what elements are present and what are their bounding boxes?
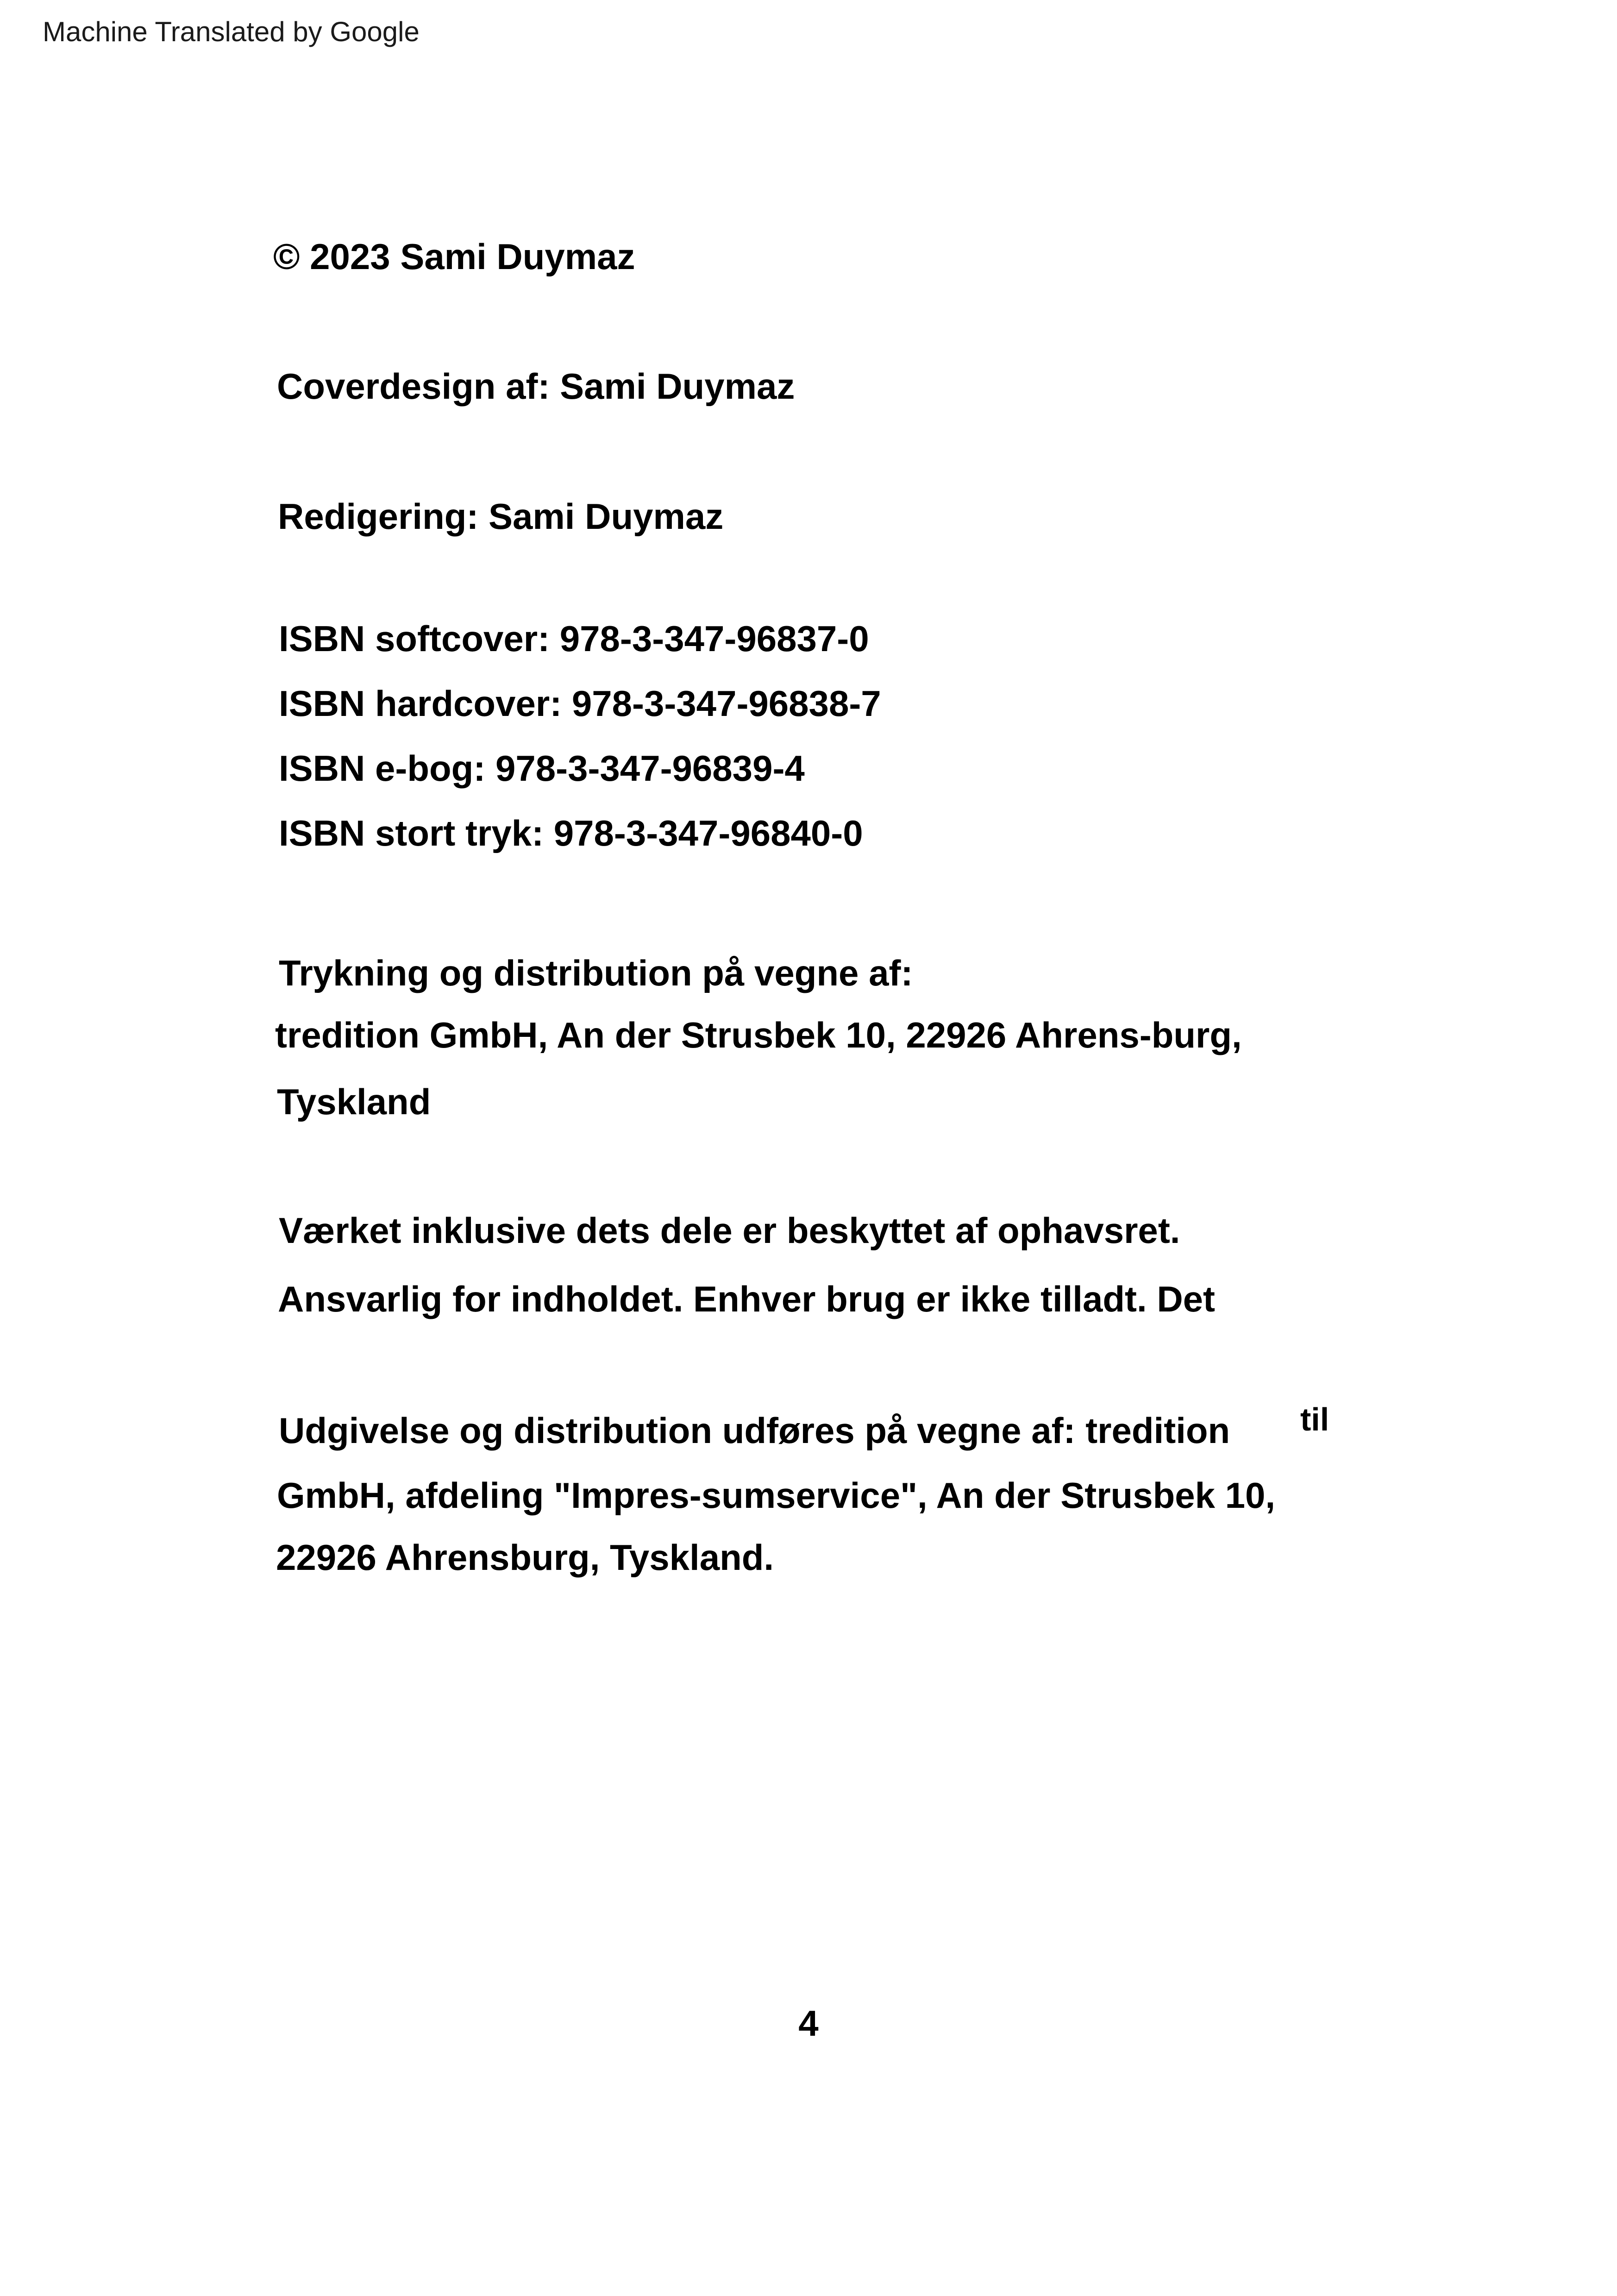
printing-address-line1: tredition GmbH, An der Strusbek 10, 22926 Ahrens-burg, bbox=[275, 1015, 1242, 1055]
copyright-line: © 2023 Sami Duymaz bbox=[273, 236, 635, 277]
rights-line1: Værket inklusive dets dele er beskyttet af ophavsret. bbox=[279, 1210, 1180, 1251]
isbn-large-print: ISBN stort tryk: 978-3-347-96840-0 bbox=[279, 813, 863, 853]
printing-heading: Trykning og distribution på vegne af: bbox=[279, 953, 913, 993]
publication-line2: GmbH, afdeling "Impres-sumservice", An der Strusbek 10, bbox=[277, 1475, 1276, 1516]
publication-line3: 22926 Ahrensburg, Tyskland. bbox=[276, 1537, 774, 1578]
page-number: 4 bbox=[798, 2003, 819, 2044]
cover-design-line: Coverdesign af: Sami Duymaz bbox=[277, 366, 795, 407]
editing-line: Redigering: Sami Duymaz bbox=[278, 496, 724, 537]
publication-line1: Udgivelse og distribution udføres på vegne af: tredition bbox=[279, 1410, 1230, 1451]
machine-translation-banner: Machine Translated by Google bbox=[43, 16, 420, 47]
isbn-softcover: ISBN softcover: 978-3-347-96837-0 bbox=[279, 618, 869, 659]
isbn-ebook: ISBN e-bog: 978-3-347-96839-4 bbox=[279, 748, 805, 789]
isbn-hardcover: ISBN hardcover: 978-3-347-96838-7 bbox=[279, 683, 881, 724]
rights-line2: Ansvarlig for indholdet. Enhver brug er ikke tilladt. Det bbox=[278, 1279, 1216, 1319]
printing-address-line2: Tyskland bbox=[277, 1081, 431, 1122]
publication-stray-word: til bbox=[1300, 1401, 1329, 1437]
